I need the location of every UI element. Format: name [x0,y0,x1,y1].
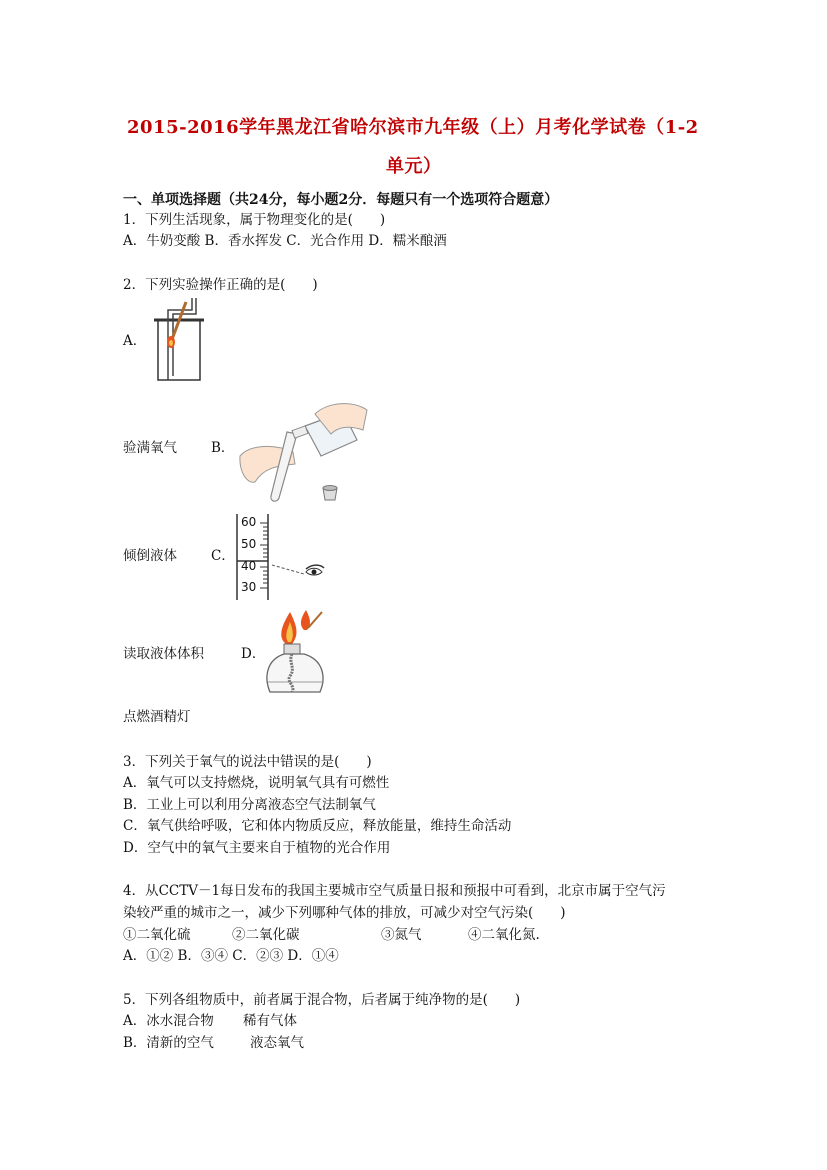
q4-item-3: ③氮气 [381,927,422,943]
q2-option-a-caption: 验满氧气 [123,440,177,456]
q3-stem: 3．下列关于氧气的说法中错误的是( ) [123,754,372,770]
q2-option-c-caption: 读取液体体积 [123,646,204,662]
q2-stem: 2．下列实验操作正确的是( ) [123,277,318,293]
cylinder-tick-60: 60 [241,515,257,529]
q3-option-d: D．空气中的氧气主要来自于植物的光合作用 [123,840,391,856]
q2-option-d-label: D． [241,646,266,662]
cylinder-tick-50: 50 [241,537,257,551]
exam-title-line2: 单元） [386,156,442,177]
q5-option-b-first: B．清新的空气 [123,1035,214,1051]
q4-options: A．①② B．③④ C．②③ D．①④ [123,948,339,964]
exam-title-line1: 2015-2016学年黑龙江省哈尔滨市九年级（上）月考化学试卷（1-2 [127,117,699,138]
q4-stem-line1: 4．从CCTV－1每日发布的我国主要城市空气质量日报和预报中可看到，北京市属于空气污 [123,883,666,899]
alcohol-lamp-figure [262,606,330,700]
q3-option-a: A．氧气可以支持燃烧，说明氧气具有可燃性 [123,775,390,791]
gas-bottle-oxygen-test-figure [148,296,208,384]
cylinder-tick-40: 40 [241,559,257,573]
q4-item-1: ①二氧化硫 [123,927,191,943]
q2-option-a-label: A． [123,333,147,349]
q3-option-b: B．工业上可以利用分离液态空气法制氧气 [123,797,376,813]
q2-option-d-caption: 点燃酒精灯 [123,709,191,725]
q4-item-2: ②二氧化碳 [232,927,300,943]
cylinder-tick-30: 30 [241,580,257,594]
q5-stem: 5．下列各组物质中，前者属于混合物，后者属于纯净物的是( ) [123,992,521,1008]
q4-stem-line2: 染较严重的城市之一，减少下列哪种气体的排放，可减少对空气污染( ) [123,905,566,921]
q5-option-b-second: 液态氧气 [250,1035,304,1051]
q2-option-b-caption: 倾倒液体 [123,548,177,564]
section-heading: 一、单项选择题（共24分，每小题2分．每题只有一个选项符合题意） [123,192,559,208]
q1-options: A．牛奶变酸 B．香水挥发 C．光合作用 D．糯米酿酒 [123,233,447,249]
q2-option-c-label: C． [211,548,235,564]
q4-item-4: ④二氧化氮. [468,927,540,943]
q5-option-a-first: A．冰水混合物 [123,1013,214,1029]
pouring-liquid-figure [235,404,370,504]
q2-option-b-label: B． [211,440,235,456]
q5-option-a-second: 稀有气体 [243,1013,297,1029]
q1-stem: 1．下列生活现象，属于物理变化的是( ) [123,212,386,228]
q3-option-c: C．氧气供给呼吸，它和体内物质反应，释放能量，维持生命活动 [123,818,512,834]
